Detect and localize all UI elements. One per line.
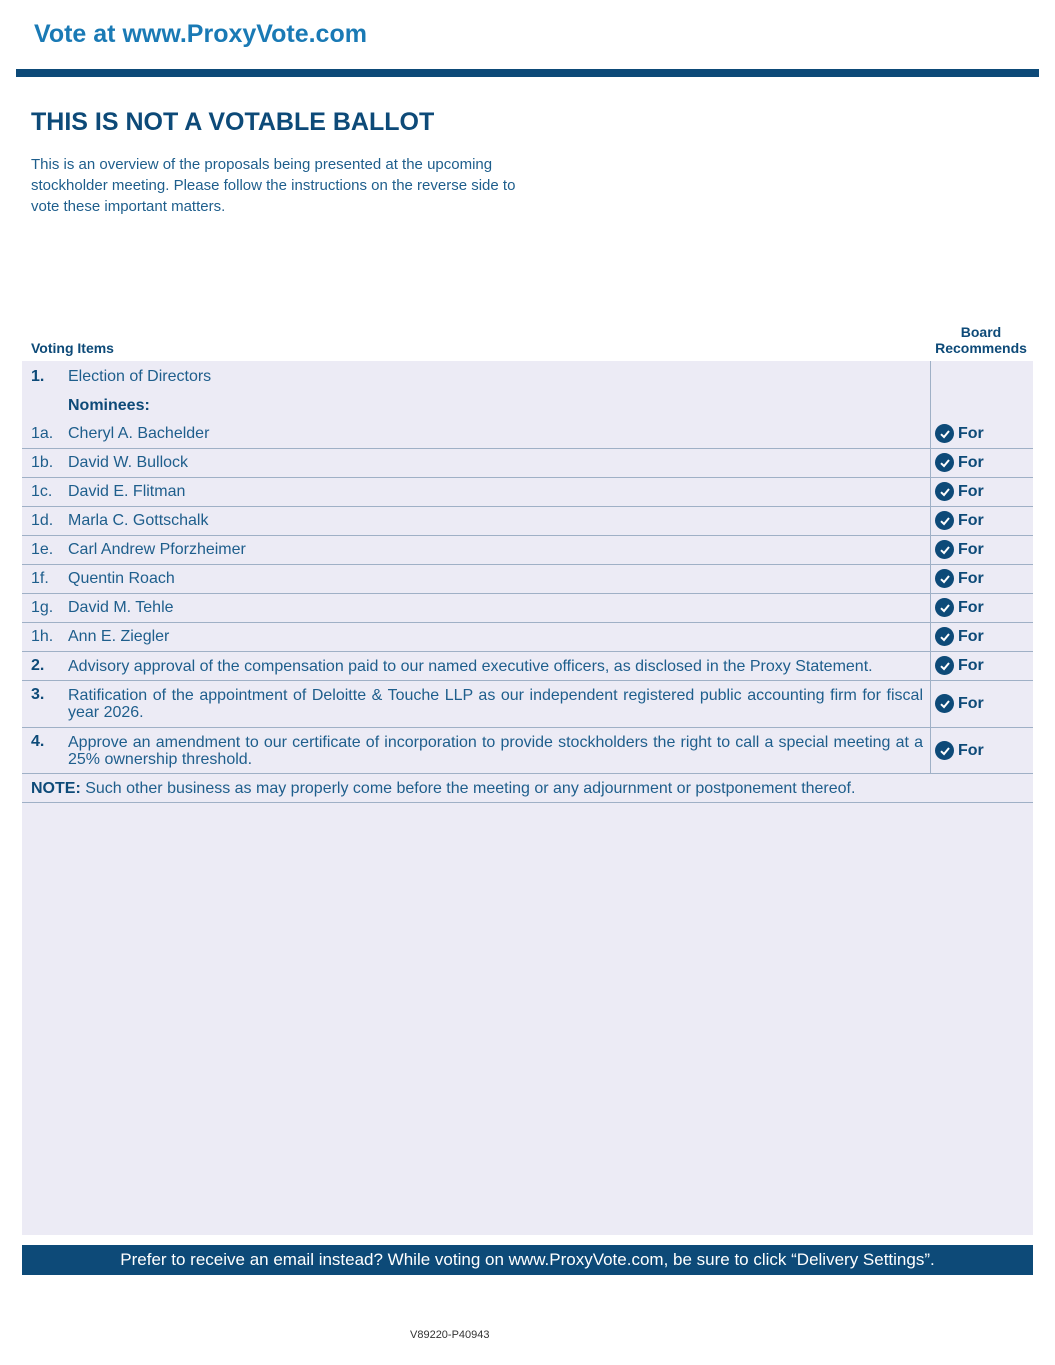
- proposal-number: 2.: [31, 657, 45, 674]
- column-divider: [930, 478, 931, 507]
- board-recommendation: For: [935, 511, 984, 530]
- board-recommendation: For: [935, 694, 984, 713]
- column-divider: [930, 623, 931, 652]
- column-header-board-recommends: [930, 324, 1032, 356]
- nominee-number: 1e.: [31, 541, 54, 558]
- table-row: [22, 594, 1033, 623]
- proposal-row: [22, 681, 1033, 728]
- check-circle-icon: [935, 540, 954, 559]
- nominee-name: Marla C. Gottschalk: [68, 512, 209, 529]
- check-circle-icon: [935, 569, 954, 588]
- item-number: 1.: [31, 368, 45, 385]
- column-header-board-line1: Board: [960, 324, 1002, 340]
- note-label: NOTE:: [31, 780, 81, 797]
- nominee-name: David W. Bullock: [68, 454, 189, 471]
- column-divider: [930, 507, 931, 536]
- delivery-settings-banner: Prefer to receive an email instead? While voting on www.ProxyVote.com, be sure to click “Delivery Settings”.: [22, 1245, 1033, 1275]
- proposal-row: [22, 728, 1033, 774]
- column-divider: [930, 681, 931, 728]
- board-recommendation: For: [935, 540, 984, 559]
- nominees-label: Nominees:: [68, 397, 150, 414]
- nominee-number: 1c.: [31, 483, 53, 500]
- item-label: Election of Directors: [68, 368, 212, 385]
- column-divider: [930, 565, 931, 594]
- note-text: Such other business as may properly come before the meeting or any adjournment or postponement thereof.: [85, 780, 856, 797]
- note: [31, 780, 855, 798]
- table-row: [22, 419, 1033, 449]
- proposal-number: 4.: [31, 733, 45, 750]
- board-recommendation: For: [935, 569, 984, 588]
- check-circle-icon: [935, 511, 954, 530]
- board-recommendation: For: [935, 453, 984, 472]
- board-recommendation: For: [935, 598, 984, 617]
- board-recommendation: For: [935, 482, 984, 501]
- column-divider: [930, 361, 931, 420]
- proposal-text: Ratification of the appointment of Deloitte & Touche LLP as our independent registered public accounting firm for fiscal year 2026.: [68, 687, 923, 721]
- check-circle-icon: [935, 453, 954, 472]
- table-row: [22, 449, 1033, 478]
- nominee-name: David M. Tehle: [68, 599, 174, 616]
- nominee-name: David E. Flitman: [68, 483, 186, 500]
- column-divider: [930, 652, 931, 681]
- board-recommendation: For: [935, 627, 984, 646]
- column-divider: [930, 419, 931, 449]
- nominee-name: Cheryl A. Bachelder: [68, 425, 210, 442]
- document-code: V89220-P40943: [410, 1329, 490, 1341]
- nominee-name: Carl Andrew Pforzheimer: [68, 541, 246, 558]
- nominee-number: 1d.: [31, 512, 54, 529]
- proposal-text: Advisory approval of the compensation paid to our named executive officers, as disclosed in the Proxy Statement.: [68, 658, 873, 675]
- nominee-number: 1a.: [31, 425, 54, 442]
- check-circle-icon: [935, 482, 954, 501]
- proposal-number: 3.: [31, 686, 45, 703]
- check-circle-icon: [935, 424, 954, 443]
- election-of-directors-row: [22, 361, 1033, 419]
- ballot-intro: This is an overview of the proposals being presented at the upcoming stockholder meeting. Please follow the instructions on the reverse side to vote these important matters.: [31, 156, 516, 215]
- table-row: [22, 536, 1033, 565]
- nominee-number: 1b.: [31, 454, 54, 471]
- nominee-number: 1g.: [31, 599, 54, 616]
- board-recommendation: For: [935, 424, 984, 443]
- nominee-name: Quentin Roach: [68, 570, 175, 587]
- header-rule: [16, 69, 1039, 77]
- table-row: [22, 507, 1033, 536]
- table-row: [22, 478, 1033, 507]
- column-header-voting-items: Voting Items: [31, 340, 114, 356]
- check-circle-icon: [935, 741, 954, 760]
- table-row: [22, 565, 1033, 594]
- proposal-text: Approve an amendment to our certificate of incorporation to provide stockholders the right to call a special meeting at a 25% ownership threshold.: [68, 734, 923, 768]
- nominee-name: Ann E. Ziegler: [68, 628, 170, 645]
- check-circle-icon: [935, 627, 954, 646]
- nominee-number: 1f.: [31, 570, 49, 587]
- check-circle-icon: [935, 598, 954, 617]
- column-header-board-line2: Recommends: [935, 340, 1027, 356]
- check-circle-icon: [935, 656, 954, 675]
- proposal-row: [22, 652, 1033, 681]
- table-row: [22, 623, 1033, 652]
- ballot-title: THIS IS NOT A VOTABLE BALLOT: [31, 108, 435, 136]
- column-divider: [930, 728, 931, 774]
- site-title[interactable]: Vote at www.ProxyVote.com: [34, 20, 367, 48]
- nominee-number: 1h.: [31, 628, 54, 645]
- check-circle-icon: [935, 694, 954, 713]
- board-recommendation: For: [935, 741, 984, 760]
- board-recommendation: For: [935, 656, 984, 675]
- column-divider: [930, 536, 931, 565]
- column-divider: [930, 594, 931, 623]
- column-divider: [930, 449, 931, 478]
